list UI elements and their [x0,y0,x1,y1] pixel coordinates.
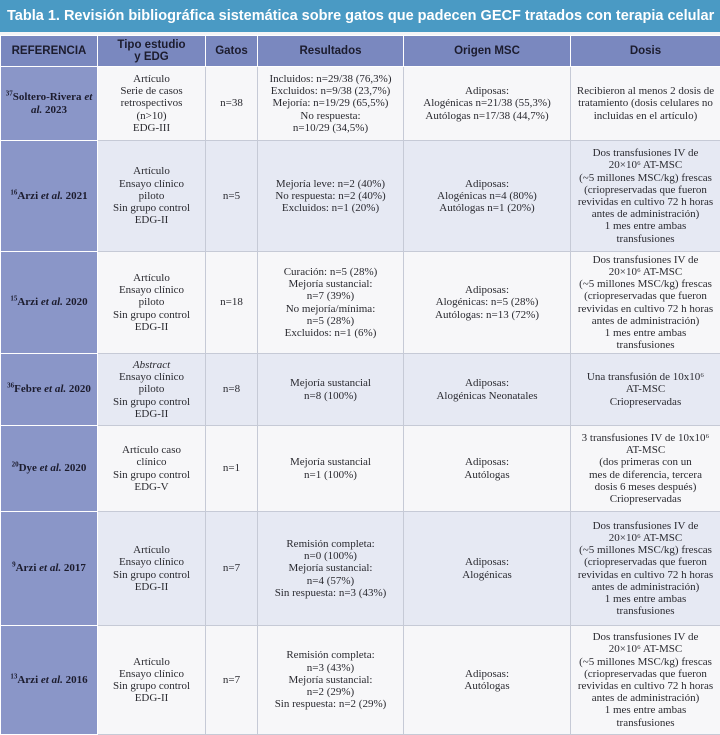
dose-line: 1 mes entre ambas [575,327,716,339]
results-line: n=4 (57%) [262,575,399,587]
msc-origin-line: Alogénicas Neonatales [408,390,566,402]
results-line: Remisión completa: [262,538,399,550]
reference-number: 36 [7,382,14,390]
study-type-line: Sin grupo control [102,569,201,581]
reference-etal: et al. [41,674,63,686]
header-tipo-estudio [98,36,206,67]
msc-origin-cell [404,512,571,626]
study-type-line: Artículo [102,165,201,177]
msc-origin-cell [404,426,571,512]
dose-line: transfusiones [575,717,716,729]
msc-origin-line: Adiposas: [408,668,566,680]
dose-line: Dos transfusiones IV de [575,147,716,159]
study-type-line: Sin grupo control [102,309,201,321]
reference-author: Febre [14,383,41,395]
results-line: Mejoría: n=19/29 (65,5%) [262,97,399,109]
reference-cell [1,67,98,141]
study-type-line: EDG-III [102,122,201,134]
results-line: Incluidos: n=29/38 (76,3%) [262,73,399,85]
results-line: n=1 (100%) [262,469,399,481]
study-type-cell [98,252,206,354]
study-type-line: Ensayo clínico [102,284,201,296]
study-type-cell [98,67,206,141]
msc-origin-cell [404,354,571,426]
dose-line: revividas en cultivo 72 h horas [575,196,716,208]
reference-cell [1,426,98,512]
results-line: Sin respuesta: n=3 (43%) [262,587,399,599]
reference-etal: et al. [39,562,61,574]
dose-line: Dos transfusiones IV de [575,631,716,643]
msc-origin-cell [404,141,571,252]
cats-count-cell: n=8 [206,354,258,426]
results-line: n=5 (28%) [262,315,399,327]
msc-origin-line: Adiposas: [408,377,566,389]
results-line: n=3 (43%) [262,662,399,674]
reference-etal: et al. [40,462,62,474]
table-row [1,354,720,426]
dose-line: 1 mes entre ambas [575,704,716,716]
dose-line: 3 transfusiones IV de 10x10⁶ [575,432,716,444]
table-row [1,252,720,354]
header-origen: Origen MSC [404,36,571,67]
cats-count-cell: n=18 [206,252,258,354]
study-type-line: clínico [102,456,201,468]
dose-line: antes de administración) [575,581,716,593]
study-type-line: Ensayo clínico [102,556,201,568]
dose-line: revividas en cultivo 72 h horas [575,569,716,581]
cats-count-cell: n=38 [206,67,258,141]
dose-line: Dos transfusiones IV de [575,254,716,266]
dose-line: AT-MSC [575,383,716,395]
dose-line: transfusiones [575,605,716,617]
reference-year: 2016 [66,674,88,686]
msc-origin-line: Autólogas n=1 (20%) [408,202,566,214]
dose-line: AT-MSC [575,444,716,456]
dose-line: 20×10⁶ AT-MSC [575,266,716,278]
table-row [1,141,720,252]
reference-number: 16 [10,188,17,196]
header-resultados: Resultados [258,36,404,67]
msc-origin-line: Adiposas: [408,556,566,568]
dose-cell [571,354,720,426]
study-type-cell [98,426,206,512]
review-table [0,35,720,735]
dose-line: tratamiento (dosis celulares no [575,97,716,109]
dose-line: revividas en cultivo 72 h horas [575,303,716,315]
dose-line: Recibieron al menos 2 dosis de [575,85,716,97]
msc-origin-line: Autólogas [408,680,566,692]
dose-line: (~5 millones MSC/kg) frescas [575,278,716,290]
results-cell [258,512,404,626]
study-type-line: Ensayo clínico [102,178,201,190]
reference-year: 2020 [66,296,88,308]
header-tipo-line1: Tipo estudio [101,39,202,51]
reference-author: Arzi [17,296,38,308]
study-type-line: Abstract [102,359,201,371]
dose-line: dosis 6 meses después) [575,481,716,493]
table-row [1,626,720,735]
msc-origin-line: Autólogas [408,469,566,481]
results-line: Mejoría sustancial [262,377,399,389]
dose-line: transfusiones [575,339,716,351]
dose-cell [571,67,720,141]
reference-number: 13 [10,672,17,680]
study-type-line: piloto [102,383,201,395]
reference-etal: et al. [41,190,63,202]
header-row [1,36,720,67]
msc-origin-line: Alogénicas: n=5 (28%) [408,296,566,308]
reference-etal: et al. [44,383,66,395]
msc-origin-line: Alogénicas [408,569,566,581]
study-type-line: EDG-V [102,481,201,493]
results-line: Remisión completa: [262,649,399,661]
results-line: n=7 (39%) [262,290,399,302]
study-type-line: EDG-II [102,581,201,593]
table-body [1,67,720,735]
study-type-line: piloto [102,190,201,202]
cats-count-cell: n=5 [206,141,258,252]
dose-line: mes de diferencia, tercera [575,469,716,481]
results-cell [258,67,404,141]
dose-cell [571,426,720,512]
reference-cell [1,141,98,252]
reference-etal: et al. [31,91,92,115]
reference-number: 9 [12,561,16,569]
results-cell [258,626,404,735]
dose-line: incluidas en el artículo) [575,110,716,122]
study-type-cell [98,141,206,252]
dose-line: antes de administración) [575,692,716,704]
dose-line: Criopreservadas [575,493,716,505]
study-type-line: Artículo [102,272,201,284]
reference-author: Arzi [17,674,38,686]
study-type-line: Ensayo clínico [102,668,201,680]
study-type-line: (n>10) [102,110,201,122]
results-line: Mejoría sustancial: [262,562,399,574]
dose-line: (criopreservadas que fueron [575,556,716,568]
dose-line: Dos transfusiones IV de [575,520,716,532]
dose-line: Criopreservadas [575,396,716,408]
msc-origin-cell [404,252,571,354]
results-line: Mejoría leve: n=2 (40%) [262,178,399,190]
reference-author: Arzi [16,562,37,574]
dose-line: 20×10⁶ AT-MSC [575,643,716,655]
cats-count-cell: n=1 [206,426,258,512]
results-line: n=0 (100%) [262,550,399,562]
reference-author: Soltero-Rivera [13,91,82,103]
dose-line: 1 mes entre ambas [575,220,716,232]
dose-line: 20×10⁶ AT-MSC [575,159,716,171]
results-line: No respuesta: n=2 (40%) [262,190,399,202]
msc-origin-line: Alogénicas n=4 (80%) [408,190,566,202]
results-line: n=10/29 (34,5%) [262,122,399,134]
reference-year: 2017 [64,562,86,574]
dose-cell [571,626,720,735]
reference-year: 2021 [66,190,88,202]
dose-line: (criopreservadas que fueron [575,668,716,680]
msc-origin-line: Autólogas n=17/38 (44,7%) [408,110,566,122]
results-line: Mejoría sustancial: [262,278,399,290]
study-type-line: EDG-II [102,408,201,420]
reference-etal: et al. [41,296,63,308]
results-line: No respuesta: [262,110,399,122]
cats-count-cell: n=7 [206,626,258,735]
study-type-cell [98,512,206,626]
msc-origin-cell [404,67,571,141]
study-type-line: Ensayo clínico [102,371,201,383]
reference-number: 20 [12,461,19,469]
header-gatos: Gatos [206,36,258,67]
dose-line: (criopreservadas que fueron [575,184,716,196]
results-line: Excluidos: n=9/38 (23,7%) [262,85,399,97]
dose-line: (dos primeras con un [575,456,716,468]
study-type-line: EDG-II [102,692,201,704]
study-type-line: Artículo [102,656,201,668]
header-dosis: Dosis [571,36,720,67]
dose-line: Una transfusión de 10x10⁶ [575,371,716,383]
study-type-line: Sin grupo control [102,469,201,481]
results-line: n=2 (29%) [262,686,399,698]
dose-line: antes de administración) [575,315,716,327]
results-cell [258,141,404,252]
reference-cell [1,626,98,735]
results-line: n=8 (100%) [262,390,399,402]
reference-year: 2023 [45,104,67,116]
reference-author: Dye [19,462,37,474]
table-row [1,512,720,626]
dose-cell [571,141,720,252]
results-line: Excluidos: n=1 (6%) [262,327,399,339]
dose-cell [571,512,720,626]
table-title: Tabla 1. Revisión bibliográfica sistemática sobre gatos que padecen GECF tratados con terapia celular [0,0,720,32]
table-row [1,67,720,141]
msc-origin-line: Alogénicas n=21/38 (55,3%) [408,97,566,109]
results-line: Mejoría sustancial [262,456,399,468]
dose-line: (~5 millones MSC/kg) frescas [575,172,716,184]
results-line: Sin respuesta: n=2 (29%) [262,698,399,710]
msc-origin-line: Adiposas: [408,85,566,97]
results-line: No mejoría/mínima: [262,303,399,315]
dose-line: (~5 millones MSC/kg) frescas [575,544,716,556]
study-type-cell [98,626,206,735]
study-type-line: retrospectivos [102,97,201,109]
reference-author: Arzi [17,190,38,202]
dose-cell [571,252,720,354]
header-tipo-line2: y EDG [101,51,202,63]
dose-line: 20×10⁶ AT-MSC [575,532,716,544]
dose-line: 1 mes entre ambas [575,593,716,605]
dose-line: revividas en cultivo 72 h horas [575,680,716,692]
table-row [1,426,720,512]
results-cell [258,252,404,354]
msc-origin-line: Autólogas: n=13 (72%) [408,309,566,321]
reference-cell [1,512,98,626]
dose-line: transfusiones [575,233,716,245]
cats-count-cell: n=7 [206,512,258,626]
msc-origin-line: Adiposas: [408,178,566,190]
header-referencia: REFERENCIA [1,36,98,67]
reference-cell [1,354,98,426]
study-type-line: Artículo [102,73,201,85]
study-type-line: EDG-II [102,214,201,226]
study-type-line: Sin grupo control [102,202,201,214]
reference-number: 37 [6,90,13,98]
results-cell [258,354,404,426]
study-type-line: Artículo [102,544,201,556]
study-type-line: Sin grupo control [102,396,201,408]
study-type-line: EDG-II [102,321,201,333]
dose-line: (criopreservadas que fueron [575,290,716,302]
msc-origin-line: Adiposas: [408,284,566,296]
study-type-cell [98,354,206,426]
results-cell [258,426,404,512]
msc-origin-cell [404,626,571,735]
reference-number: 15 [10,295,17,303]
results-line: Excluidos: n=1 (20%) [262,202,399,214]
reference-cell [1,252,98,354]
results-line: Curación: n=5 (28%) [262,266,399,278]
dose-line: antes de administración) [575,208,716,220]
results-line: Mejoría sustancial: [262,674,399,686]
dose-line: (~5 millones MSC/kg) frescas [575,656,716,668]
study-type-line: piloto [102,296,201,308]
reference-year: 2020 [69,383,91,395]
msc-origin-line: Adiposas: [408,456,566,468]
study-type-line: Sin grupo control [102,680,201,692]
study-type-line: Artículo caso [102,444,201,456]
study-type-line: Serie de casos [102,85,201,97]
reference-year: 2020 [64,462,86,474]
